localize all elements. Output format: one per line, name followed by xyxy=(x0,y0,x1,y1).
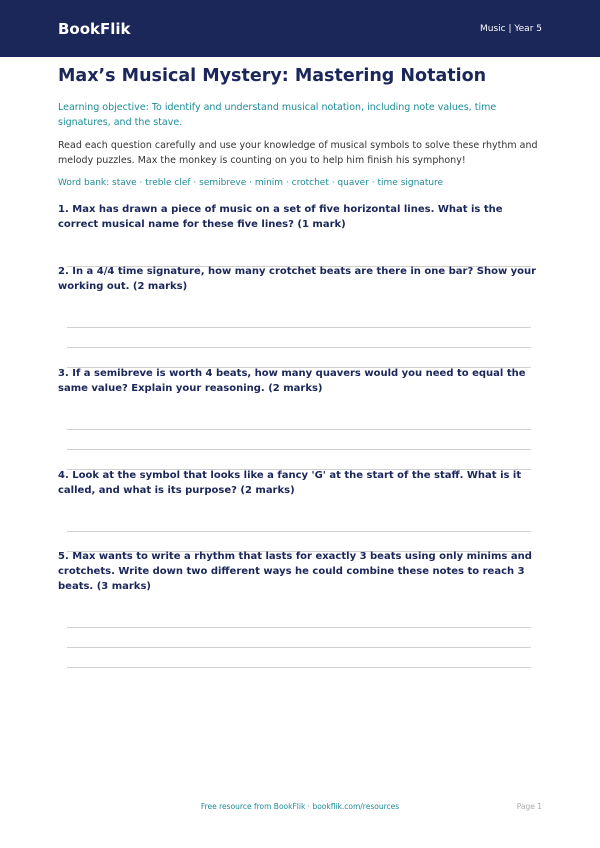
question-3: 3. If a semibreve is worth 4 beats, how many quavers would you need to equal the same value? Explain your reasoning. (2 marks) xyxy=(58,368,526,394)
word-bank: Word bank: stave · treble clef · semibreve · minim · crotchet · quaver · time signature xyxy=(58,178,444,188)
page-title: Max’s Musical Mystery: Mastering Notation xyxy=(58,66,487,86)
page-header xyxy=(0,0,600,57)
question-1: 1. Max has drawn a piece of music on a set of five horizontal lines. What is the correct musical name for these five lines? (1 mark) xyxy=(58,204,503,230)
brand-logo[interactable]: BookFlik xyxy=(58,19,131,38)
instructions: Read each question carefully and use your knowledge of musical symbols to solve these rhythm and melody puzzles. Max the monkey is counting on you to help him finish his symphony! xyxy=(58,140,538,166)
question-5: 5. Max wants to write a rhythm that lasts for exactly 3 beats using only minims and crotchets. Write down two different ways he could combine these notes to reach 3 beats. (3 marks) xyxy=(58,551,532,592)
answer-line[interactable] xyxy=(67,347,531,348)
worksheet-intro xyxy=(58,64,542,190)
answer-line[interactable] xyxy=(67,429,531,430)
subject-label: Music | Year 5 xyxy=(479,23,542,34)
question-2: 2. In a 4/4 time signature, how many crotchet beats are there in one bar? Show your working out. (2 marks) xyxy=(58,266,537,292)
footer-credit-link[interactable]: Free resource from BookFlik · bookflik.com/resources xyxy=(200,802,400,811)
answer-line[interactable] xyxy=(67,647,531,648)
answer-line[interactable] xyxy=(67,531,531,532)
answer-line[interactable] xyxy=(67,449,531,450)
learning-objective: Learning objective: To identify and understand musical notation, including note values, time signatures, and the stave. xyxy=(58,102,497,128)
page-number: Page 1 xyxy=(516,802,542,811)
answer-line[interactable] xyxy=(67,627,531,628)
answer-line[interactable] xyxy=(67,667,531,668)
page-footer xyxy=(0,802,600,816)
answer-line[interactable] xyxy=(67,327,531,328)
question-4: 4. Look at the symbol that looks like a fancy 'G' at the start of the staff. What is it called, and what is its purpose? (2 marks) xyxy=(58,470,522,496)
